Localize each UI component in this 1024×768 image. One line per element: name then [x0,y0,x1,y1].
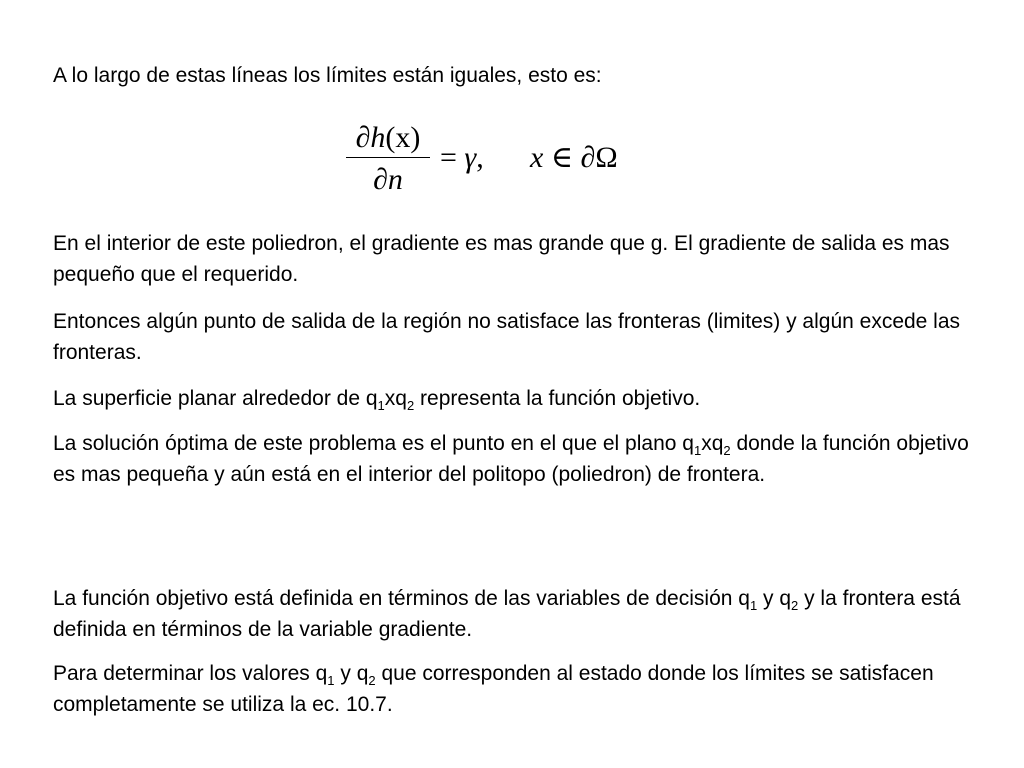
fraction-bar [346,157,430,158]
equation-denominator [346,162,430,198]
paragraph-boundaries-not-satisfied: Entonces algún punto de salida de la región no satisface las fronteras (limites) y algún excede las fronteras. [53,310,961,364]
p4-text-pre: La solución óptima de este problema es el punto en el que el plano q [53,432,694,455]
paragraph-optimal-solution [53,428,978,490]
p6-subscript-1: 1 [327,673,335,688]
equation-numerator [346,118,430,158]
boundary-equation [340,118,660,200]
p4-subscript-2: 2 [723,443,731,458]
equals-sign: = [440,141,457,174]
p3-text-pre: La superficie planar alrededor de q [53,387,378,410]
paragraph-gradient-interior: En el interior de este poliedron, el gradiente es mas grande que g. El gradiente de salida es mas pequeño que el requerido. [53,232,950,286]
numerator-function: h [370,121,386,154]
p6-text-post: que corresponden al estado donde los límites se satisfacen completamente se utiliza la ec. 10.7. [53,662,934,716]
denominator-variable: n [387,163,403,196]
p5-text-mid: y q [757,587,792,610]
element-of-symbol: ∈ [550,141,574,174]
p3-subscript-1: 1 [377,398,385,413]
p6-subscript-2: 2 [368,673,376,688]
p6-text-mid: y q [334,662,369,685]
intro-text: A lo largo de estas líneas los límites están iguales, esto es: [53,64,602,87]
p5-text-post: y la frontera está definida en términos de la variable gradiente. [53,587,961,641]
denominator-partial-symbol: ∂ [373,163,388,196]
p4-subscript-1: 1 [693,443,702,458]
equation-comma: , [476,141,484,174]
paragraph-determine-values [53,658,978,720]
p5-subscript-1: 1 [749,598,758,613]
gamma-symbol: γ [464,141,477,174]
p5-text-pre: La función objetivo está definida en términos de las variables de decisión q [53,587,750,610]
p3-text-post: representa la función objetivo. [414,387,701,410]
p3-subscript-2: 2 [406,398,415,413]
equation-domain-condition [530,140,618,176]
numerator-argument: (x) [385,121,421,154]
p3-text-mid: xq [384,387,407,410]
condition-variable: x [530,141,544,174]
p4-text-post: donde la función objetivo es mas pequeña y aún está en el interior del politopo (poliedron) de frontera. [53,432,969,486]
p5-subscript-2: 2 [791,598,799,613]
paragraph-objective-function-definition [53,583,978,645]
boundary-set-symbol: ∂Ω [580,141,618,174]
equation-rhs [440,140,484,176]
numerator-partial-symbol: ∂ [355,121,371,154]
p6-text-pre: Para determinar los valores q [53,662,328,685]
p4-text-mid: xq [701,432,724,455]
paragraph-planar-surface [53,383,978,414]
